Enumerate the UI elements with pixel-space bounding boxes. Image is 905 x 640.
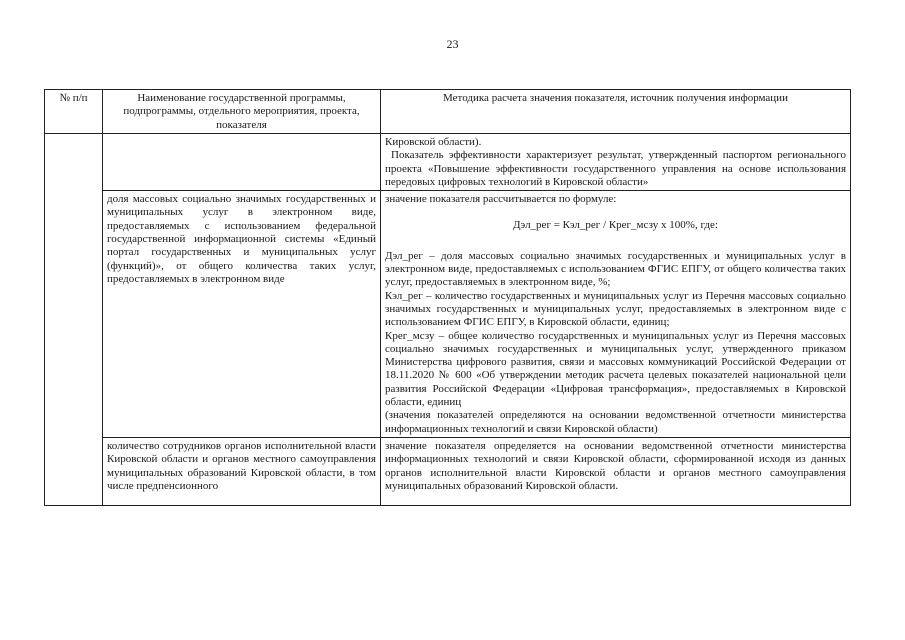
table-row (45, 134, 851, 191)
table-row (45, 191, 851, 438)
header-name: Наименование государственной программы, подпрограммы, отдельного мероприятия, проекта, показателя (103, 90, 381, 134)
formula: Дэл_рег = Кэл_рег / Крег_мсзу x 100%, где: (513, 219, 718, 232)
source-note: (значения показателей определяются на основании ведомственной отчетности министерства информационных технологий и связи Кировской области) (385, 409, 846, 435)
row-method-cell (381, 134, 851, 191)
header-method: Методика расчета значения показателя, источник получения информации (381, 90, 851, 134)
method-text: Кировской области). (385, 136, 482, 148)
row-method-cell: значение показателя определяется на основании ведомственной отчетности министерства информационных технологий и связи Кировской области, сформированной исходя из данных органов исполнительной власти Кировской области и органов местного самоуправления муниципальных образований Кировской области. (381, 437, 851, 505)
method-intro: значение показателя рассчитывается по формуле: (385, 193, 617, 206)
row-number-cell (45, 134, 103, 506)
definition: Кэл_рег – количество государственных и муниципальных услуг из Перечня массовых социально значимых государственных и муниципальных услуг, предоставляемых в электронном виде с использованием ФГИС ЕПГУ, в Кировской области, единиц; (385, 289, 846, 329)
definition: Дэл_рег – доля массовых социально значимых государственных и муниципальных услуг в электронном виде, предоставляемых с использованием ФГИС ЕПГУ, от общего количества таких услуг, предоставляемых в электронном виде, %; (385, 249, 846, 289)
definition: Крег_мсзу – общее количество государственных и муниципальных услуг из Перечня массовых социально значимых государственных и муниципальных услуг, утвержденного приказом Министерства цифрового развития, связи и массовых коммуникаций Российской Федерации от 18.11.2020 № 600 «Об утверждении методик расчета целевых показателей национальной цели развития Российской Федерации «Цифровая трансформация», предоставляемых в Кировской области, единиц (385, 329, 846, 409)
header-number: № п/п (45, 90, 103, 134)
page-number: 23 (446, 37, 459, 51)
row-name-cell: количество сотрудников органов исполнительной власти Кировской области и органов местного самоуправления муниципальных образований Кировской области, в том числе предпенсионного (103, 437, 381, 505)
row-name-cell: доля массовых социально значимых государственных и муниципальных услуг в электронном виде, предоставляемых с использованием федеральной государственной информационной системы «Единый портал государственных и муниципальных услуг (функций)», от общего количества таких услуг, предоставляемых в электронном виде (103, 191, 381, 438)
methodology-table (44, 89, 851, 506)
row-name-cell (103, 134, 381, 191)
row-method-cell (381, 191, 851, 438)
table-header-row (45, 90, 851, 134)
table-row (45, 437, 851, 505)
method-text: Показатель эффективности характеризует результат, утвержденный паспортом регионального проекта «Повышение эффективности государственного управления на основе использования передовых цифровых технологий в Кировской области» (385, 149, 846, 188)
